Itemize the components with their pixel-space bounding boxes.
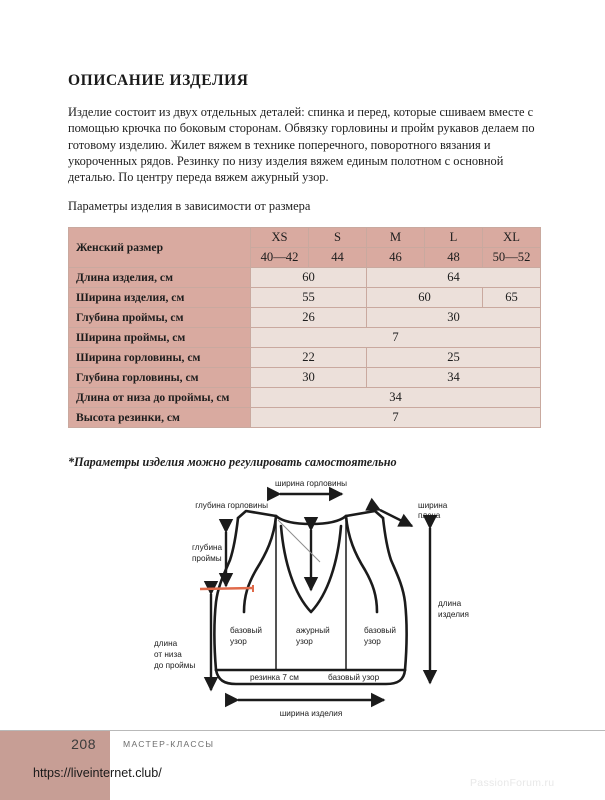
label-neck-width: ширина горловины <box>274 479 348 488</box>
row-label: Ширина изделия, см <box>69 288 251 308</box>
row-label: Длина от низа до проймы, см <box>69 388 251 408</box>
value-cell: 34 <box>251 388 541 408</box>
size-table-body <box>69 228 541 428</box>
label-panel-left-line1: базовый <box>230 626 262 635</box>
page-title: ОПИСАНИЕ ИЗДЕЛИЯ <box>68 72 249 90</box>
table-row <box>69 288 541 308</box>
label-length-to-armhole-line2: от низа <box>154 650 182 659</box>
size-number-cell: 46 <box>367 248 425 268</box>
value-cell: 7 <box>251 408 541 428</box>
size-letter-cell: XL <box>483 228 541 248</box>
label-shoulder-width-line1: ширина <box>418 501 448 510</box>
value-cell: 60 <box>367 288 483 308</box>
label-neck-depth: глубина горловины <box>195 501 268 510</box>
table-row <box>69 388 541 408</box>
label-armhole-depth-line1: глубина <box>192 543 223 552</box>
table-caption: Параметры изделия в зависимости от размера <box>68 199 311 213</box>
label-panel-right-line2: узор <box>364 637 381 646</box>
page-number: 208 <box>71 736 96 752</box>
size-number-cell: 48 <box>425 248 483 268</box>
size-letter-cell: L <box>425 228 483 248</box>
watermark: PassionForum.ru <box>470 777 555 789</box>
value-cell: 30 <box>251 368 367 388</box>
label-panel-center-line2: узор <box>296 637 313 646</box>
table-footnote: *Параметры изделия можно регулировать самостоятельно <box>68 455 397 469</box>
diagram-labels <box>154 479 469 718</box>
value-cell: 26 <box>251 308 367 328</box>
label-length-to-armhole-line1: длина <box>154 639 178 648</box>
table-row <box>69 408 541 428</box>
value-cell: 64 <box>367 268 541 288</box>
value-cell: 25 <box>367 348 541 368</box>
row-label: Длина изделия, см <box>69 268 251 288</box>
label-garment-length-line2: изделия <box>438 610 469 619</box>
row-label-womens-size: Женский размер <box>69 228 251 268</box>
value-cell: 34 <box>367 368 541 388</box>
value-cell: 7 <box>251 328 541 348</box>
source-url: https://liveinternet.club/ <box>33 766 162 780</box>
table-row-size-letters <box>69 228 541 248</box>
value-cell: 60 <box>251 268 367 288</box>
size-letter-cell: S <box>309 228 367 248</box>
label-garment-length-line1: длина <box>438 599 462 608</box>
row-label: Глубина проймы, см <box>69 308 251 328</box>
row-label: Ширина горловины, см <box>69 348 251 368</box>
table-row <box>69 348 541 368</box>
size-parameters-table <box>68 227 541 428</box>
row-label: Глубина горловины, см <box>69 368 251 388</box>
label-panel-right-line1: базовый <box>364 626 396 635</box>
size-letter-cell: M <box>367 228 425 248</box>
value-cell: 22 <box>251 348 367 368</box>
size-number-cell: 50—52 <box>483 248 541 268</box>
value-cell: 30 <box>367 308 541 328</box>
size-number-cell: 44 <box>309 248 367 268</box>
table-row <box>69 268 541 288</box>
label-shoulder-width-line2: плеча <box>418 511 441 520</box>
intro-paragraph: Изделие состоит из двух отдельных деталей: спинка и перед, которые сшиваем вместе с помощью крючка по боковым сторонам. Обвязку горловины и пройм рукавов делаем по готовому изделию. Жилет вяжем в технике поперечного, поворотного вязания и укороченных рядов. Резинку по низу изделия вяжем единым полотном с основной деталью. По центру переда вяжем ажурный узор. <box>68 105 535 184</box>
garment-schematic-diagram <box>150 478 470 718</box>
section-label: МАСТЕР-КЛАССЫ <box>123 739 215 749</box>
value-cell: 65 <box>483 288 541 308</box>
row-label: Ширина проймы, см <box>69 328 251 348</box>
label-panel-center-line1: ажурный <box>296 626 330 635</box>
label-armhole-depth-line2: проймы <box>192 554 222 563</box>
row-label: Высота резинки, см <box>69 408 251 428</box>
table-row <box>69 368 541 388</box>
value-cell: 55 <box>251 288 367 308</box>
table-row <box>69 308 541 328</box>
size-number-cell: 40—42 <box>251 248 309 268</box>
size-letter-cell: XS <box>251 228 309 248</box>
label-panel-left-line2: узор <box>230 637 247 646</box>
label-ribbing: резинка 7 см <box>250 673 299 682</box>
label-length-to-armhole-line3: до проймы <box>154 661 196 670</box>
table-row <box>69 328 541 348</box>
label-base-pattern: базовый узор <box>328 673 380 682</box>
label-garment-width: ширина изделия <box>279 709 343 718</box>
